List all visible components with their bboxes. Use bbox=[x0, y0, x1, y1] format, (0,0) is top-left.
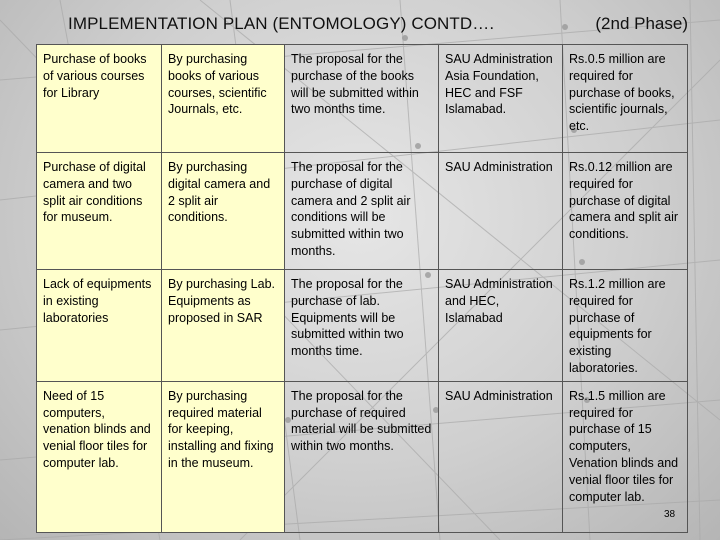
cost-cell: Rs.1.2 million are required for purchase of equipments for existing laboratories. bbox=[563, 270, 688, 382]
responsible-cell: SAU Administration Asia Foundation, HEC and FSF Islamabad. bbox=[439, 45, 563, 153]
slide-header bbox=[0, 14, 720, 40]
timeline-cell: The proposal for the purchase of required material will be submitted within two months. bbox=[285, 381, 439, 532]
timeline-cell: The proposal for the purchase of digital camera and 2 split air conditions will be submitted within two months. bbox=[285, 153, 439, 270]
slide-title: IMPLEMENTATION PLAN (ENTOMOLOGY) CONTD…. bbox=[68, 14, 495, 33]
cost-cell: Rs.0.12 million are required for purchase of digital camera and split air conditions. bbox=[563, 153, 688, 270]
item-cell: Need of 15 computers, venation blinds and venial floor tiles for computer lab. bbox=[37, 381, 162, 532]
implementation-plan-table bbox=[36, 44, 688, 533]
responsible-cell: SAU Administration bbox=[439, 153, 563, 270]
table-row bbox=[37, 270, 688, 382]
table-row bbox=[37, 153, 688, 270]
responsible-cell: SAU Administration and HEC, Islamabad bbox=[439, 270, 563, 382]
table-row bbox=[37, 45, 688, 153]
item-cell: Lack of equipments in existing laboratories bbox=[37, 270, 162, 382]
phase-label: (2nd Phase) bbox=[595, 14, 688, 33]
item-cell: Purchase of digital camera and two split air conditions for museum. bbox=[37, 153, 162, 270]
action-cell: By purchasing Lab. Equipments as proposed in SAR bbox=[162, 270, 285, 382]
table-row bbox=[37, 381, 688, 532]
responsible-cell: SAU Administration bbox=[439, 381, 563, 532]
action-cell: By purchasing digital camera and 2 split air conditions. bbox=[162, 153, 285, 270]
item-cell: Purchase of books of various courses for Library bbox=[37, 45, 162, 153]
timeline-cell: The proposal for the purchase of lab. Equipments will be submitted within two months time. bbox=[285, 270, 439, 382]
action-cell: By purchasing required material for keeping, installing and fixing in the museum. bbox=[162, 381, 285, 532]
action-cell: By purchasing books of various courses, scientific Journals, etc. bbox=[162, 45, 285, 153]
page-number: 38 bbox=[664, 509, 676, 520]
cost-cell: Rs.0.5 million are required for purchase of books, scientific journals, etc. bbox=[563, 45, 688, 153]
timeline-cell: The proposal for the purchase of the books will be submitted within two months time. bbox=[285, 45, 439, 153]
cost-cell: Rs.1.5 million are required for purchase of 15 computers, Venation blinds and venial floor tiles for computer lab. bbox=[563, 381, 688, 532]
